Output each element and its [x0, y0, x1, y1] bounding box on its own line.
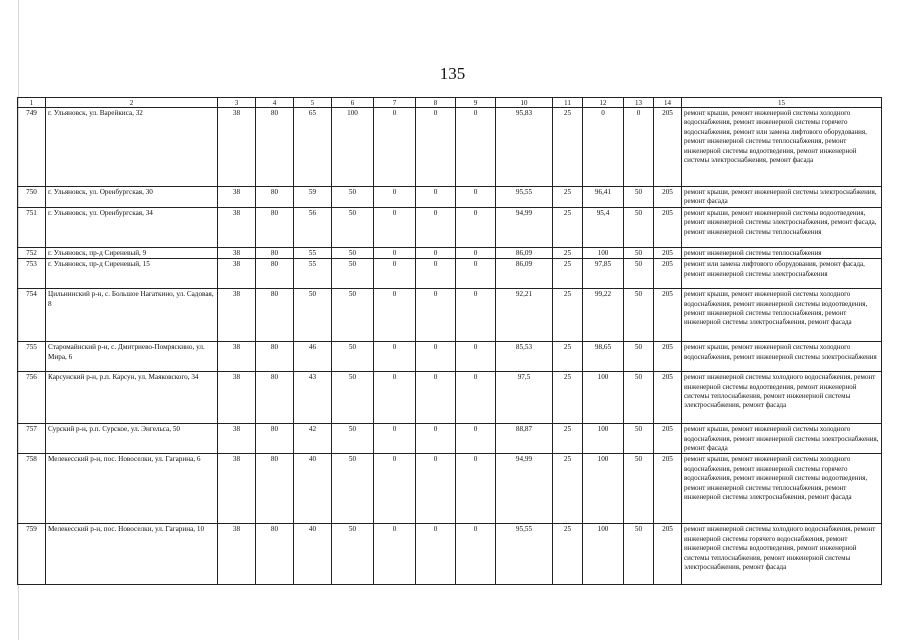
- value-cell-col-7: 0: [374, 187, 416, 208]
- value-cell-col-5: 40: [294, 524, 332, 585]
- value-cell-col-12: 96,41: [583, 187, 624, 208]
- value-cell-col-9: 0: [456, 372, 496, 424]
- value-cell-col-10: 94,99: [496, 454, 553, 524]
- value-cell-col-4: 80: [256, 454, 294, 524]
- column-number: 5: [294, 98, 332, 108]
- column-number: 13: [624, 98, 654, 108]
- value-cell-col-3: 38: [218, 342, 256, 372]
- row-number-cell: 751: [18, 207, 46, 247]
- column-number: 1: [18, 98, 46, 108]
- value-cell-col-4: 80: [256, 259, 294, 289]
- value-cell-col-14: 205: [654, 524, 682, 585]
- address-cell: Сурский р-н, р.п. Сурское, ул. Энгельса, 50: [46, 424, 218, 454]
- value-cell-col-14: 205: [654, 259, 682, 289]
- value-cell-col-6: 50: [332, 454, 374, 524]
- value-cell-col-14: 205: [654, 187, 682, 208]
- value-cell-col-5: 56: [294, 207, 332, 247]
- value-cell-col-11: 25: [553, 108, 583, 187]
- value-cell-col-5: 59: [294, 187, 332, 208]
- value-cell-col-14: 205: [654, 454, 682, 524]
- value-cell-col-11: 25: [553, 524, 583, 585]
- value-cell-col-7: 0: [374, 524, 416, 585]
- table-row: [18, 372, 882, 424]
- repair-works-cell: ремонт инженерной системы теплоснабжения: [682, 247, 882, 258]
- value-cell-col-3: 38: [218, 187, 256, 208]
- value-cell-col-13: 50: [624, 247, 654, 258]
- address-cell: Карсунский р-н, р.п. Карсун, ул. Маяковского, 34: [46, 372, 218, 424]
- value-cell-col-4: 80: [256, 372, 294, 424]
- value-cell-col-5: 50: [294, 289, 332, 342]
- value-cell-col-5: 55: [294, 259, 332, 289]
- value-cell-col-7: 0: [374, 342, 416, 372]
- value-cell-col-8: 0: [416, 372, 456, 424]
- row-number-cell: 758: [18, 454, 46, 524]
- row-number-cell: 754: [18, 289, 46, 342]
- value-cell-col-8: 0: [416, 108, 456, 187]
- value-cell-col-13: 50: [624, 342, 654, 372]
- value-cell-col-11: 25: [553, 247, 583, 258]
- value-cell-col-10: 95,55: [496, 187, 553, 208]
- table-row: [18, 342, 882, 372]
- column-number: 8: [416, 98, 456, 108]
- value-cell-col-4: 80: [256, 342, 294, 372]
- value-cell-col-8: 0: [416, 524, 456, 585]
- value-cell-col-10: 86,09: [496, 259, 553, 289]
- value-cell-col-6: 50: [332, 259, 374, 289]
- value-cell-col-7: 0: [374, 259, 416, 289]
- value-cell-col-4: 80: [256, 108, 294, 187]
- value-cell-col-9: 0: [456, 108, 496, 187]
- value-cell-col-10: 88,87: [496, 424, 553, 454]
- value-cell-col-7: 0: [374, 108, 416, 187]
- column-number: 3: [218, 98, 256, 108]
- column-number: 12: [583, 98, 624, 108]
- column-number: 11: [553, 98, 583, 108]
- value-cell-col-11: 25: [553, 342, 583, 372]
- row-number-cell: 750: [18, 187, 46, 208]
- value-cell-col-12: 0: [583, 108, 624, 187]
- value-cell-col-9: 0: [456, 524, 496, 585]
- value-cell-col-7: 0: [374, 247, 416, 258]
- value-cell-col-3: 38: [218, 424, 256, 454]
- value-cell-col-12: 100: [583, 247, 624, 258]
- column-number: 10: [496, 98, 553, 108]
- address-cell: Старомайнский р-н, с. Дмитриево-Помряскино, ул. Мира, 6: [46, 342, 218, 372]
- value-cell-col-6: 50: [332, 372, 374, 424]
- table-row: [18, 289, 882, 342]
- value-cell-col-3: 38: [218, 454, 256, 524]
- value-cell-col-12: 99,22: [583, 289, 624, 342]
- value-cell-col-4: 80: [256, 524, 294, 585]
- value-cell-col-14: 205: [654, 108, 682, 187]
- table-row: [18, 247, 882, 258]
- value-cell-col-9: 0: [456, 207, 496, 247]
- value-cell-col-3: 38: [218, 247, 256, 258]
- table-row: [18, 108, 882, 187]
- value-cell-col-5: 40: [294, 454, 332, 524]
- value-cell-col-9: 0: [456, 247, 496, 258]
- repair-works-cell: ремонт крыши, ремонт инженерной системы холодного водоснабжения, ремонт инженерной системы электроснабжения, ремонт фасада: [682, 424, 882, 454]
- column-number: 4: [256, 98, 294, 108]
- row-number-cell: 755: [18, 342, 46, 372]
- value-cell-col-12: 98,65: [583, 342, 624, 372]
- value-cell-col-13: 50: [624, 187, 654, 208]
- value-cell-col-7: 0: [374, 372, 416, 424]
- value-cell-col-8: 0: [416, 342, 456, 372]
- value-cell-col-5: 55: [294, 247, 332, 258]
- value-cell-col-10: 97,5: [496, 372, 553, 424]
- row-number-cell: 753: [18, 259, 46, 289]
- repair-works-cell: ремонт инженерной системы холодного водоснабжения, ремонт инженерной системы горячего водоснабжения, ремонт инженерной системы водоотведения, ремонт инженерной системы теплоснабжения, ремонт инженерной системы электроснабжения, ремонт фасада: [682, 524, 882, 585]
- value-cell-col-11: 25: [553, 207, 583, 247]
- repair-works-cell: ремонт крыши, ремонт инженерной системы холодного водоснабжения, ремонт инженерной системы водоотведения, ремонт инженерной системы теплоснабжения, ремонт инженерной системы электроснабжения, ремонт фасада: [682, 289, 882, 342]
- value-cell-col-8: 0: [416, 207, 456, 247]
- value-cell-col-9: 0: [456, 454, 496, 524]
- repair-works-cell: ремонт крыши, ремонт инженерной системы водоотведения, ремонт инженерной системы электроснабжения, ремонт фасада, ремонт инженерной системы теплоснабжения: [682, 207, 882, 247]
- value-cell-col-4: 80: [256, 424, 294, 454]
- column-number: 9: [456, 98, 496, 108]
- value-cell-col-9: 0: [456, 187, 496, 208]
- repair-works-cell: ремонт крыши, ремонт инженерной системы холодного водоснабжения, ремонт инженерной системы электроснабжения: [682, 342, 882, 372]
- value-cell-col-10: 86,09: [496, 247, 553, 258]
- value-cell-col-4: 80: [256, 187, 294, 208]
- value-cell-col-9: 0: [456, 424, 496, 454]
- value-cell-col-5: 42: [294, 424, 332, 454]
- value-cell-col-6: 50: [332, 342, 374, 372]
- value-cell-col-5: 43: [294, 372, 332, 424]
- value-cell-col-6: 50: [332, 187, 374, 208]
- row-number-cell: 759: [18, 524, 46, 585]
- table-row: [18, 454, 882, 524]
- value-cell-col-11: 25: [553, 424, 583, 454]
- value-cell-col-9: 0: [456, 342, 496, 372]
- column-number: 6: [332, 98, 374, 108]
- value-cell-col-3: 38: [218, 289, 256, 342]
- value-cell-col-11: 25: [553, 372, 583, 424]
- value-cell-col-10: 92,21: [496, 289, 553, 342]
- value-cell-col-4: 80: [256, 289, 294, 342]
- address-cell: г. Ульяновск, пр-д Сиреневый, 15: [46, 259, 218, 289]
- address-cell: г. Ульяновск, ул. Варейкиса, 32: [46, 108, 218, 187]
- value-cell-col-12: 97,85: [583, 259, 624, 289]
- value-cell-col-6: 50: [332, 424, 374, 454]
- value-cell-col-3: 38: [218, 372, 256, 424]
- value-cell-col-6: 50: [332, 289, 374, 342]
- value-cell-col-7: 0: [374, 289, 416, 342]
- value-cell-col-5: 65: [294, 108, 332, 187]
- value-cell-col-8: 0: [416, 454, 456, 524]
- value-cell-col-12: 95,4: [583, 207, 624, 247]
- address-cell: г. Ульяновск, ул. Оренбургская, 34: [46, 207, 218, 247]
- row-number-cell: 749: [18, 108, 46, 187]
- column-number: 7: [374, 98, 416, 108]
- value-cell-col-10: 95,83: [496, 108, 553, 187]
- value-cell-col-8: 0: [416, 259, 456, 289]
- value-cell-col-3: 38: [218, 259, 256, 289]
- value-cell-col-14: 205: [654, 424, 682, 454]
- address-cell: Мелекесский р-н, пос. Новоселки, ул. Гагарина, 10: [46, 524, 218, 585]
- value-cell-col-3: 38: [218, 524, 256, 585]
- value-cell-col-10: 85,53: [496, 342, 553, 372]
- value-cell-col-8: 0: [416, 289, 456, 342]
- value-cell-col-13: 50: [624, 524, 654, 585]
- value-cell-col-11: 25: [553, 187, 583, 208]
- value-cell-col-7: 0: [374, 424, 416, 454]
- value-cell-col-14: 205: [654, 372, 682, 424]
- value-cell-col-8: 0: [416, 247, 456, 258]
- column-number: 2: [46, 98, 218, 108]
- value-cell-col-9: 0: [456, 289, 496, 342]
- row-number-cell: 752: [18, 247, 46, 258]
- value-cell-col-8: 0: [416, 187, 456, 208]
- value-cell-col-12: 100: [583, 372, 624, 424]
- value-cell-col-3: 38: [218, 207, 256, 247]
- value-cell-col-10: 95,55: [496, 524, 553, 585]
- repair-works-cell: ремонт крыши, ремонт инженерной системы холодного водоснабжения, ремонт инженерной системы горячего водоснабжения, ремонт или замена лифтового оборудования, ремонт инженерной системы теплоснабжения, ремонт инженерной системы водоотведения, ремонт инженерной системы электроснабжения, ремонт фасада: [682, 108, 882, 187]
- value-cell-col-12: 100: [583, 524, 624, 585]
- value-cell-col-10: 94,99: [496, 207, 553, 247]
- repair-works-cell: ремонт крыши, ремонт инженерной системы электроснабжения, ремонт фасада: [682, 187, 882, 208]
- table-row: [18, 187, 882, 208]
- page-number: 135: [439, 64, 466, 83]
- value-cell-col-13: 50: [624, 289, 654, 342]
- value-cell-col-6: 50: [332, 207, 374, 247]
- value-cell-col-11: 25: [553, 289, 583, 342]
- value-cell-col-13: 50: [624, 259, 654, 289]
- table-row: [18, 207, 882, 247]
- value-cell-col-14: 205: [654, 289, 682, 342]
- value-cell-col-11: 25: [553, 454, 583, 524]
- row-number-cell: 757: [18, 424, 46, 454]
- value-cell-col-11: 25: [553, 259, 583, 289]
- table-row: [18, 524, 882, 585]
- value-cell-col-6: 100: [332, 108, 374, 187]
- value-cell-col-14: 205: [654, 342, 682, 372]
- address-cell: г. Ульяновск, пр-д Сиреневый, 9: [46, 247, 218, 258]
- address-cell: Мелекесский р-н, пос. Новоселки, ул. Гагарина, 6: [46, 454, 218, 524]
- value-cell-col-3: 38: [218, 108, 256, 187]
- value-cell-col-14: 205: [654, 207, 682, 247]
- value-cell-col-13: 50: [624, 454, 654, 524]
- address-cell: г. Ульяновск, ул. Оренбургская, 30: [46, 187, 218, 208]
- column-number: 15: [682, 98, 882, 108]
- repair-works-cell: ремонт или замена лифтового оборудования, ремонт фасада, ремонт инженерной системы электроснабжения: [682, 259, 882, 289]
- value-cell-col-6: 50: [332, 247, 374, 258]
- value-cell-col-13: 50: [624, 207, 654, 247]
- column-numbers-row: [18, 98, 882, 108]
- value-cell-col-4: 80: [256, 207, 294, 247]
- repair-program-table: [17, 97, 882, 585]
- address-cell: Цильнинский р-н, с. Большое Нагаткино, ул. Садовая, 8: [46, 289, 218, 342]
- value-cell-col-9: 0: [456, 259, 496, 289]
- table-row: [18, 424, 882, 454]
- value-cell-col-4: 80: [256, 247, 294, 258]
- value-cell-col-6: 50: [332, 524, 374, 585]
- column-number: 14: [654, 98, 682, 108]
- value-cell-col-13: 0: [624, 108, 654, 187]
- value-cell-col-8: 0: [416, 424, 456, 454]
- value-cell-col-7: 0: [374, 207, 416, 247]
- value-cell-col-5: 46: [294, 342, 332, 372]
- value-cell-col-13: 50: [624, 424, 654, 454]
- value-cell-col-12: 100: [583, 454, 624, 524]
- repair-works-cell: ремонт крыши, ремонт инженерной системы холодного водоснабжения, ремонт инженерной системы горячего водоснабжения, ремонт инженерной системы водоотведения, ремонт инженерной системы теплоснабжения, ремонт инженерной системы электроснабжения, ремонт фасада: [682, 454, 882, 524]
- table-row: [18, 259, 882, 289]
- value-cell-col-7: 0: [374, 454, 416, 524]
- value-cell-col-12: 100: [583, 424, 624, 454]
- value-cell-col-13: 50: [624, 372, 654, 424]
- value-cell-col-14: 205: [654, 247, 682, 258]
- repair-works-cell: ремонт инженерной системы холодного водоснабжения, ремонт инженерной системы водоотведения, ремонт инженерной системы теплоснабжения, ремонт инженерной системы электроснабжения, ремонт фасада: [682, 372, 882, 424]
- row-number-cell: 756: [18, 372, 46, 424]
